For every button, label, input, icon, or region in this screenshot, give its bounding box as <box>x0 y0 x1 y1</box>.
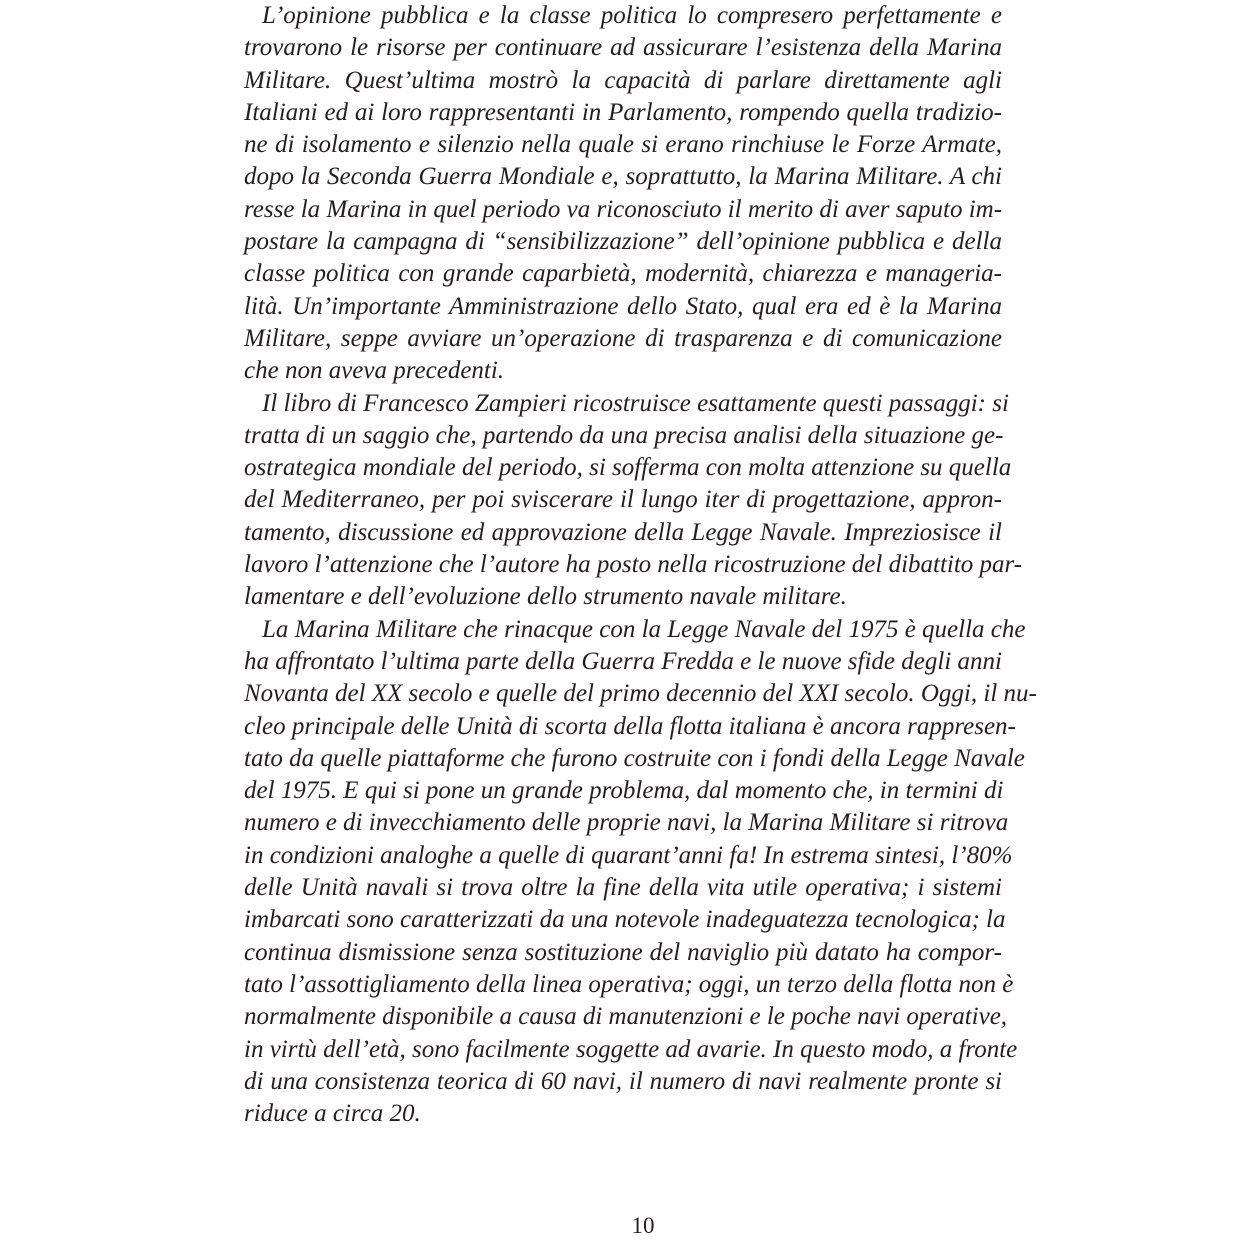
paragraph-1-line-7: resse la Marina in quel periodo va riconosciuto il merito di aver saputo im- <box>244 195 1003 223</box>
paragraph-3-line-13: normalmente disponibile a causa di manutenzioni e le poche navi operative, <box>244 1003 1008 1031</box>
paragraph-1-line-8: postare la campagna di “sensibilizzazione” dell’opinione pubblica e della <box>244 228 1002 256</box>
paragraph-2-line-4: del Mediterraneo, per poi sviscerare il lungo iter di progettazione, appron- <box>244 486 1002 514</box>
paragraph-1-line-10: lità. Un’importante Amministrazione dello Stato, qual era ed è la Marina <box>244 292 1002 320</box>
paragraph-3-line-16: riduce a circa 20. <box>244 1100 421 1128</box>
paragraph-1-line-6: dopo la Seconda Guerra Mondiale e, soprattutto, la Marina Militare. A chi <box>244 163 1002 191</box>
page-body <box>244 0 1037 1130</box>
paragraph-3-line-7: numero e di invecchiamento delle proprie navi, la Marina Militare si ritrova <box>244 809 1009 837</box>
paragraph-3-line-8: in condizioni analoghe a quelle di quarant’anni fa! In estrema sintesi, l’80% <box>244 841 1013 869</box>
paragraph-3-line-9: delle Unità navali si trova oltre la fine della vita utile operativa; i sistemi <box>244 874 1002 902</box>
paragraph-2-line-6: lavoro l’attenzione che l’autore ha posto nella ricostruzione del dibattito par- <box>244 551 1023 579</box>
paragraph-3-line-5: tato da quelle piattaforme che furono costruite con i fondi della Legge Navale <box>244 744 1025 772</box>
paragraph-1-line-12: che non aveva precedenti. <box>244 357 505 385</box>
paragraph-3-line-3: Novanta del XX secolo e quelle del primo decennio del XXI secolo. Oggi, il nu- <box>244 680 1037 708</box>
paragraph-1-line-5: ne di isolamento e silenzio nella quale si erano rinchiuse le Forze Armate, <box>244 131 1002 159</box>
paragraph-3-line-2: ha affrontato l’ultima parte della Guerra Fredda e le nuove sfide degli anni <box>244 647 1002 675</box>
paragraph-3-line-11: continua dismissione senza sostituzione del naviglio più datato ha compor- <box>244 938 1002 966</box>
paragraph-2-line-1: Il libro di Francesco Zampieri ricostruisce esattamente questi passaggi: si <box>262 389 1009 417</box>
paragraph-2-line-3: ostrategica mondiale del periodo, si sofferma con molta attenzione su quella <box>244 454 1012 482</box>
paragraph-2-line-7: lamentare e dell’evoluzione dello strumento navale militare. <box>244 583 847 611</box>
paragraph-1-line-4: Italiani ed ai loro rappresentanti in Parlamento, rompendo quella tradizio- <box>244 98 1002 126</box>
paragraph-3-line-1: La Marina Militare che rinacque con la Legge Navale del 1975 è quella che <box>262 615 1026 643</box>
paragraph-1-line-3: Militare. Quest’ultima mostrò la capacità di parlare direttamente agli <box>244 66 1002 94</box>
paragraph-3-line-10: imbarcati sono caratterizzati da una notevole inadeguatezza tecnologica; la <box>244 906 1006 934</box>
paragraph-3-line-4: cleo principale delle Unità di scorta della flotta italiana è ancora rappresen- <box>244 712 1016 740</box>
paragraph-1-line-9: classe politica con grande caparbietà, modernità, chiarezza e manageria- <box>244 260 1002 288</box>
paragraph-1-line-1: L’opinione pubblica e la classe politica lo compresero perfettamente e <box>262 2 1002 29</box>
paragraph-1-line-11: Militare, seppe avviare un’operazione di trasparenza e di comunicazione <box>244 324 1002 352</box>
page-number: 10 <box>631 1213 655 1238</box>
text-block <box>244 0 1037 1130</box>
paragraph-3-line-6: del 1975. E qui si pone un grande problema, dal momento che, in termini di <box>244 777 1004 805</box>
paragraph-2-line-2: tratta di un saggio che, partendo da una precisa analisi della situazione ge- <box>244 421 1004 449</box>
paragraph-3-line-12: tato l’assottigliamento della linea operativa; oggi, un terzo della flotta non è <box>244 970 1014 998</box>
paragraph-2-line-5: tamento, discussione ed approvazione della Legge Navale. Impreziosisce il <box>244 518 1002 546</box>
paragraph-3-line-15: di una consistenza teorica di 60 navi, il numero di navi realmente pronte si <box>244 1067 1002 1095</box>
paragraph-3-line-14: in virtù dell’età, sono facilmente soggette ad avarie. In questo modo, a fronte <box>244 1035 1018 1063</box>
paragraph-1-line-2: trovarono le risorse per continuare ad assicurare l’esistenza della Marina <box>244 34 1002 62</box>
